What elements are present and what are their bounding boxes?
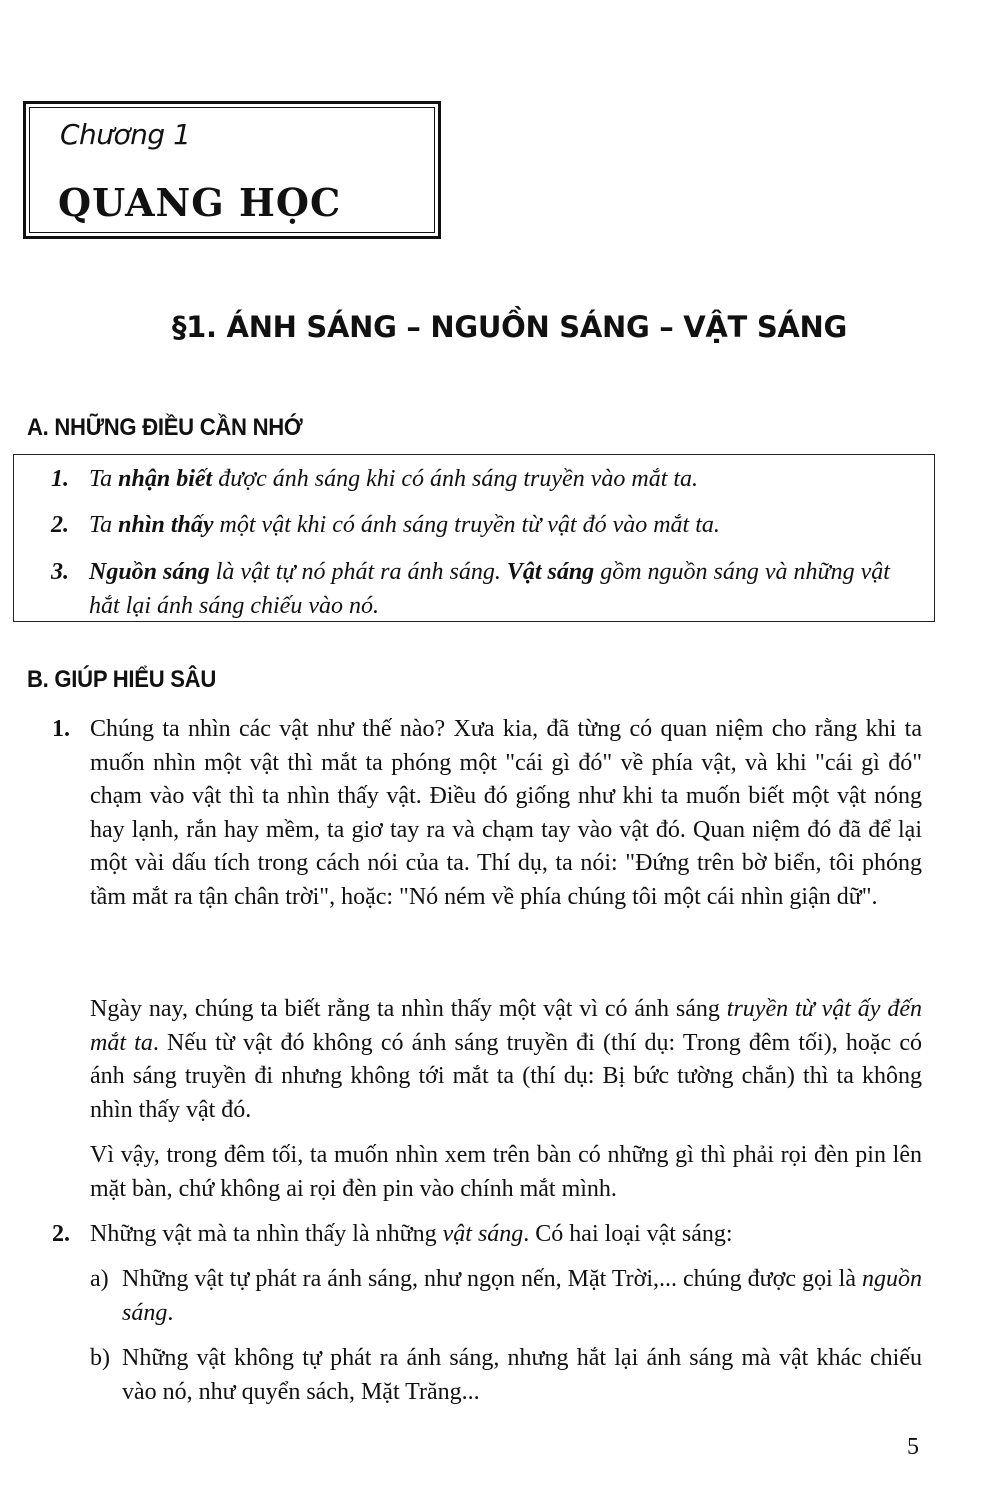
bold-term: Nguồn sáng [89,559,210,585]
text-run: . Có hai loại vật sáng: [523,1221,733,1247]
item-text [89,509,909,543]
text-run: . Nếu từ vật đó không có ánh sáng truyền đi (thí dụ: Trong đêm tối), hoặc có ánh sáng truyền đi nhưng không tới mắt ta (thí dụ: Bị bức tường chắn) thì ta không nhìn thấy vật đó. [90,1029,922,1123]
part-b-heading: B. GIÚP HIỂU SÂU [27,666,217,693]
sub-item-label: b) [90,1345,110,1371]
item-number: 2. [52,1221,70,1247]
text-run: Ta [89,466,119,492]
text-run: Những vật mà ta nhìn thấy là những [90,1221,443,1247]
text-run: gồm nguồn sáng và những vật hắt lại ánh sáng chiếu vào nó. [89,559,890,619]
item-number: 3. [51,559,69,585]
italic-phrase: nguồn sáng [122,1266,922,1326]
text-run: là vật tự nó phát ra ánh sáng. [209,559,507,585]
bold-term: nhận biết [118,466,213,492]
sub-item-text [122,1263,922,1330]
chapter-label: Chương 1 [60,118,191,151]
text-run: . [167,1299,174,1326]
paragraph [90,1218,922,1252]
part-a-heading: A. NHỮNG ĐIỀU CẦN NHỚ [27,414,303,441]
bold-term: nhìn thấy [118,512,214,538]
italic-phrase: truyền từ vật ấy đến mắt ta [90,996,922,1056]
text-run: Ngày nay, chúng ta biết rằng ta nhìn thấy một vật vì có ánh sáng [90,996,727,1022]
item-text [89,463,909,497]
section-title: §1. ÁNH SÁNG – NGUỒN SÁNG – VẬT SÁNG [171,310,848,344]
text-run: Ta [89,512,119,538]
chapter-title: QUANG HỌC [58,180,342,225]
text-run: Những vật tự phát ra ánh sáng, như ngọn nến, Mặt Trời,... chúng được gọi là [122,1266,862,1292]
text-run: một vật khi có ánh sáng truyền từ vật đó vào mắt ta. [213,512,720,538]
item-number: 2. [51,512,69,538]
item-number: 1. [51,466,69,492]
item-text [89,556,909,623]
bold-term: Vật sáng [506,559,595,585]
text-run: được ánh sáng khi có ánh sáng truyền vào mắt ta. [212,466,699,492]
sub-item-label: a) [90,1266,109,1292]
paragraph: Chúng ta nhìn các vật như thế nào? Xưa kia, đã từng có quan niệm cho rằng khi ta muốn nhìn một vật thì mắt ta phóng một "cái gì đó" về phía vật, và khi "cái gì đó" chạm vào vật thì ta nhìn thấy vật. Điều đó giống như khi ta muốn biết một vật nóng hay lạnh, rắn hay mềm, ta giơ tay ra và chạm tay vào vật đó. Quan niệm đó đã để lại một vài dấu tích trong cách nói của ta. Thí dụ, ta nói: "Đứng trên bờ biển, tôi phóng tầm mắt ra tận chân trời", hoặc: "Nó ném về phía chúng tôi một cái nhìn giận dữ". [90,716,922,910]
page-number: 5 [907,1434,919,1460]
italic-phrase: vật sáng [442,1221,524,1247]
paragraph [90,993,922,1127]
remember-box [13,454,935,622]
chapter-box [23,101,441,239]
paragraph: Vì vậy, trong đêm tối, ta muốn nhìn xem trên bàn có những gì thì phải rọi đèn pin lên mặt bàn, chứ không ai rọi đèn pin vào chính mắt mình. [90,1142,922,1202]
sub-item-text: Những vật không tự phát ra ánh sáng, nhưng hắt lại ánh sáng mà vật khác chiếu vào nó, như quyển sách, Mặt Trăng... [122,1345,922,1405]
item-number: 1. [52,716,70,742]
